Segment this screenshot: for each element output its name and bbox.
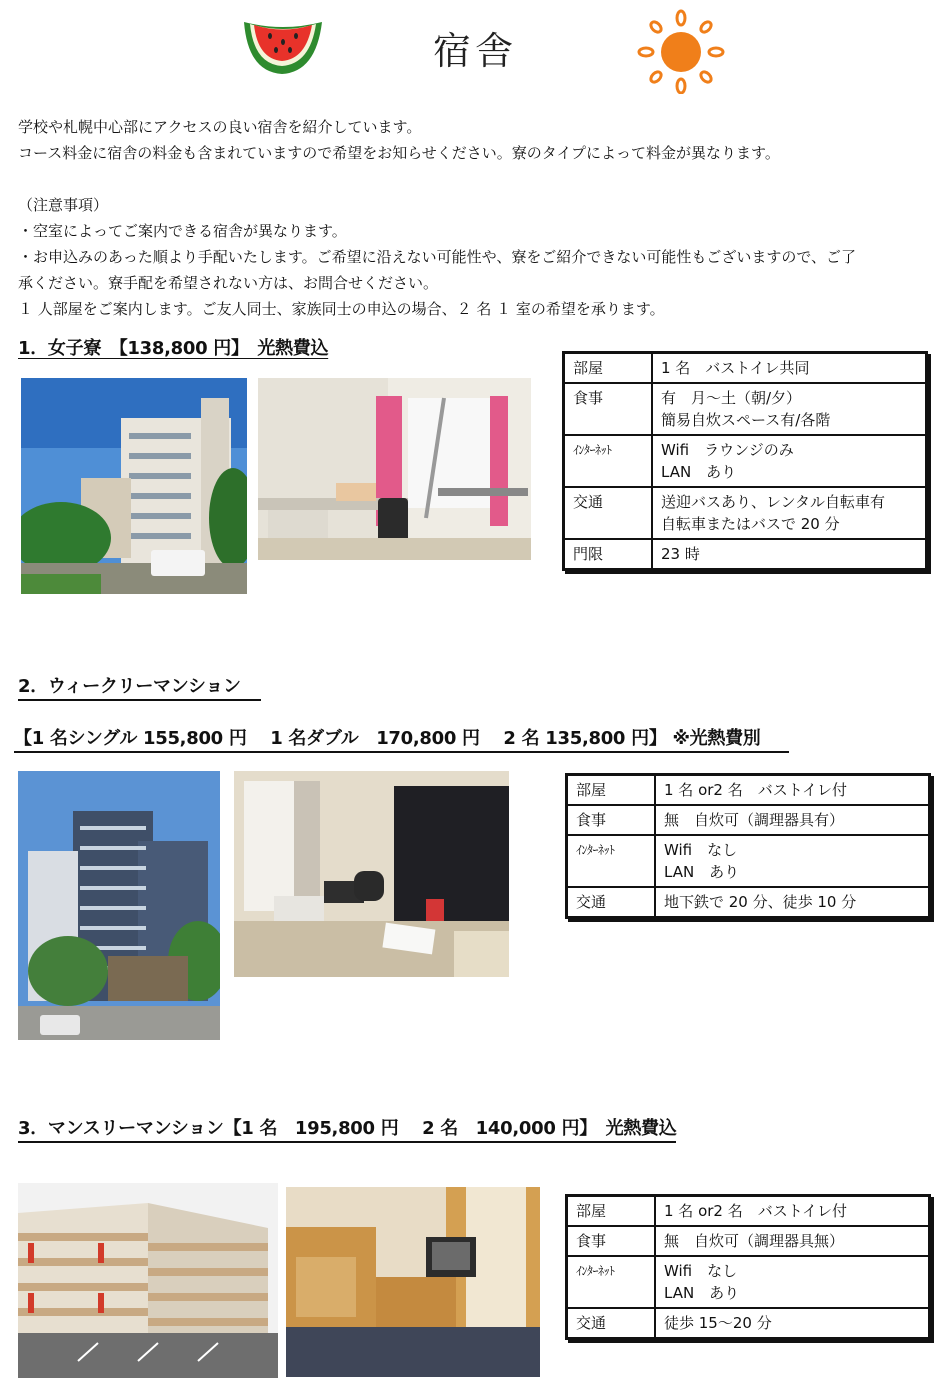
table-row bbox=[564, 353, 927, 384]
row-value: 23 時 bbox=[652, 539, 927, 570]
row-label: ｲﾝﾀｰﾈｯﾄ bbox=[567, 835, 656, 887]
intro-line: ・空室によってご案内できる宿舎が異なります。 bbox=[18, 222, 347, 240]
table-row bbox=[564, 435, 927, 487]
row-value: 無 自炊可（調理器具有） bbox=[655, 805, 930, 835]
section-2-info-table bbox=[565, 773, 931, 919]
intro-line: ・お申込みのあった順より手配いたします。ご希望に沿えない可能性や、寮をご紹介できない可能性もございますので、ご了 bbox=[18, 248, 857, 266]
table-row bbox=[564, 383, 927, 435]
row-value: Wifi なし LAN あり bbox=[655, 835, 930, 887]
table-row bbox=[567, 775, 930, 806]
row-value: 無 自炊可（調理器具無） bbox=[655, 1226, 930, 1256]
table-row bbox=[567, 805, 930, 835]
intro-line bbox=[18, 166, 933, 192]
table-row bbox=[564, 487, 927, 539]
row-value: Wifi なし LAN あり bbox=[655, 1256, 930, 1308]
monthly-mansion-room-photo bbox=[286, 1187, 540, 1377]
table-row bbox=[567, 1308, 930, 1339]
weekly-mansion-building-photo bbox=[18, 771, 220, 1040]
table-row bbox=[567, 887, 930, 918]
row-value: 有 月～土（朝/夕） 簡易自炊スペース有/各階 bbox=[652, 383, 927, 435]
row-label: 食事 bbox=[567, 805, 656, 835]
row-label: 食事 bbox=[567, 1226, 656, 1256]
row-label: 部屋 bbox=[564, 353, 653, 384]
row-label: 門限 bbox=[564, 539, 653, 570]
row-label: ｲﾝﾀｰﾈｯﾄ bbox=[567, 1256, 656, 1308]
row-value: 1 名 or2 名 バストイレ付 bbox=[655, 1196, 930, 1227]
section-3-info-table bbox=[565, 1194, 931, 1340]
section-1-info-table bbox=[562, 351, 928, 571]
row-value: 地下鉄で 20 分、徒歩 10 分 bbox=[655, 887, 930, 918]
monthly-mansion-building-photo bbox=[18, 1183, 278, 1378]
section-1-heading: 1．女子寮 【138,800 円】 光熱費込 bbox=[18, 338, 329, 359]
intro-line: １ 人部屋をご案内します。ご友人同士、家族同士の申込の場合、２ 名 １ 室の希望を承ります。 bbox=[18, 300, 665, 318]
weekly-mansion-room-photo bbox=[234, 771, 509, 977]
intro-line: 学校や札幌中心部にアクセスの良い宿舎を紹介しています。 bbox=[18, 118, 422, 136]
intro-line: 承ください。寮手配を希望されない方は、お問合せください。 bbox=[18, 274, 439, 292]
row-label: 交通 bbox=[567, 1308, 656, 1339]
page-title: 宿舎 bbox=[432, 29, 517, 73]
table-row bbox=[567, 1226, 930, 1256]
row-value: 1 名 or2 名 バストイレ付 bbox=[655, 775, 930, 806]
table-row bbox=[564, 539, 927, 570]
row-value: Wifi ラウンジのみ LAN あり bbox=[652, 435, 927, 487]
row-value: 徒歩 15～20 分 bbox=[655, 1308, 930, 1339]
row-value: 送迎バスあり、レンタル自転車有 自転車またはバスで 20 分 bbox=[652, 487, 927, 539]
sun-icon bbox=[636, 8, 726, 94]
table-row bbox=[567, 1256, 930, 1308]
section-3-heading: 3．マンスリーマンション【1 名 195,800 円 2 名 140,000 円】 光熱費込 bbox=[18, 1114, 676, 1143]
row-label: ｲﾝﾀｰﾈｯﾄ bbox=[564, 435, 653, 487]
row-value: 1 名 バストイレ共同 bbox=[652, 353, 927, 384]
row-label: 交通 bbox=[567, 887, 656, 918]
dorm-room-photo bbox=[258, 378, 531, 560]
row-label: 食事 bbox=[564, 383, 653, 435]
table-row bbox=[567, 835, 930, 887]
section-2-prices: 【1 名シングル 155,800 円 1 名ダブル 170,800 円 2 名 135,800 円】 ※光熱費別 bbox=[14, 724, 789, 753]
section-2-heading: 2．ウィークリーマンション bbox=[18, 672, 261, 701]
row-label: 交通 bbox=[564, 487, 653, 539]
row-label: 部屋 bbox=[567, 775, 656, 806]
intro-line: コース料金に宿舎の料金も含まれていますので希望をお知らせください。寮のタイプによって料金が異なります。 bbox=[18, 144, 780, 162]
row-label: 部屋 bbox=[567, 1196, 656, 1227]
table-row bbox=[567, 1196, 930, 1227]
notes-heading: （注意事項） bbox=[18, 196, 109, 214]
intro-text bbox=[18, 114, 933, 322]
dorm-building-photo bbox=[21, 378, 247, 594]
